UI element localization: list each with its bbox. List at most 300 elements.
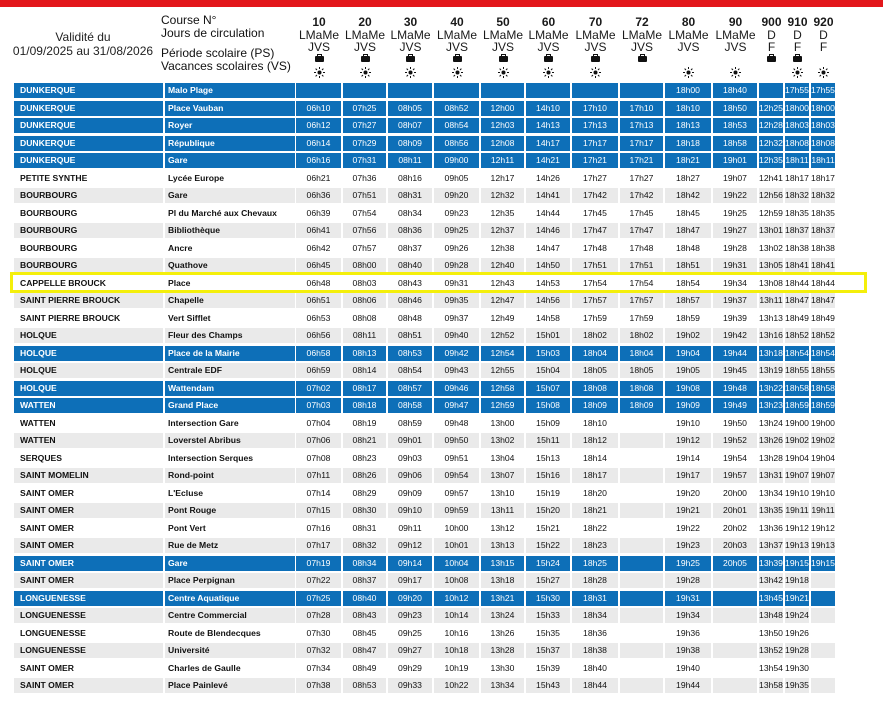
departure-time (811, 608, 835, 623)
departure-time (713, 591, 757, 606)
departure-time: 09h28 (434, 258, 479, 273)
course-header-50 (481, 16, 525, 80)
stop-name: Place (165, 276, 295, 291)
departure-time (620, 591, 663, 606)
departure-time: 08h51 (388, 328, 432, 343)
departure-time: 07h57 (343, 241, 386, 256)
stop-name: Centre Commercial (165, 608, 295, 623)
departure-time: 18h47 (811, 293, 835, 308)
departure-time: 07h27 (343, 118, 386, 133)
departure-time: 12h41 (759, 171, 783, 186)
departure-time: 15h27 (526, 573, 570, 588)
departure-time: 12h58 (481, 381, 524, 396)
departure-time: 19h10 (785, 486, 809, 501)
departure-time: 08h32 (343, 538, 386, 553)
departure-time: 18h37 (811, 223, 835, 238)
departure-time: 13h18 (759, 346, 783, 361)
course-days-suffix: JVS (307, 40, 330, 54)
course-number: 900 (761, 15, 782, 29)
stop-name: Place Painlevé (165, 678, 295, 693)
departure-time: 07h38 (296, 678, 341, 693)
departure-time: 18h13 (665, 118, 711, 133)
departure-time: 19h14 (665, 451, 711, 466)
departure-time: 08h08 (343, 311, 386, 326)
departure-time: 09h31 (434, 276, 479, 291)
city-name: LONGUENESSE (14, 626, 163, 641)
departure-time: 09h26 (434, 241, 479, 256)
departure-time: 18h52 (785, 328, 809, 343)
city-name: SAINT OMER (14, 486, 163, 501)
departure-time: 17h59 (620, 311, 663, 326)
departure-time: 15h21 (526, 521, 570, 536)
departure-time: 19h20 (665, 486, 711, 501)
departure-time: 08h52 (434, 101, 479, 116)
course-days-suffix: JVS (630, 40, 653, 54)
departure-time: 20h00 (713, 486, 757, 501)
departure-time: 17h55 (785, 83, 809, 98)
departure-time: 17h55 (811, 83, 835, 98)
departure-time: 18h02 (620, 328, 663, 343)
departure-time (620, 661, 663, 676)
departure-time (620, 521, 663, 536)
departure-time (620, 503, 663, 518)
departure-time: 18h11 (811, 153, 835, 168)
empty-icon-slot (759, 67, 784, 80)
departure-time: 18h10 (665, 101, 711, 116)
departure-time: 07h06 (296, 433, 341, 448)
departure-time: 18h58 (785, 381, 809, 396)
departure-time: 18h54 (665, 276, 711, 291)
departure-time: 18h10 (572, 416, 618, 431)
course-header-40 (434, 16, 480, 80)
departure-time: 09h47 (434, 398, 479, 413)
departure-time: 07h31 (343, 153, 386, 168)
departure-time: 13h00 (481, 416, 524, 431)
departure-time: 19h02 (785, 433, 809, 448)
school-bag-icon (620, 54, 664, 67)
stop-name: Gare (165, 153, 295, 168)
departure-time: 19h34 (713, 276, 757, 291)
departure-time: 19h05 (665, 363, 711, 378)
departure-time: 13h04 (481, 451, 524, 466)
departure-time: 07h51 (343, 188, 386, 203)
city-name: WATTEN (14, 416, 163, 431)
stop-name: Pont Vert (165, 521, 295, 536)
course-days-suffix: JVS (445, 40, 468, 54)
departure-time: 13h26 (481, 626, 524, 641)
departure-time: 18h17 (811, 171, 835, 186)
departure-time: 14h17 (526, 136, 570, 151)
departure-time: 18h34 (572, 608, 618, 623)
city-name: SAINT OMER (14, 661, 163, 676)
departure-time: 19h44 (665, 678, 711, 693)
departure-time: 17h59 (572, 311, 618, 326)
departure-time: 19h36 (665, 626, 711, 641)
departure-time: 17h17 (620, 136, 663, 151)
departure-time: 19h23 (665, 538, 711, 553)
departure-time: 19h54 (713, 451, 757, 466)
departure-time: 17h27 (620, 171, 663, 186)
departure-time (811, 626, 835, 641)
departure-time: 20h05 (713, 556, 757, 571)
departure-time: 20h03 (713, 538, 757, 553)
course-number: 40 (450, 15, 464, 29)
departure-time: 08h58 (388, 398, 432, 413)
departure-time: 08h36 (388, 223, 432, 238)
departure-time: 08h40 (343, 591, 386, 606)
departure-time: 07h08 (296, 451, 341, 466)
course-number: 30 (403, 15, 418, 29)
departure-time: 13h52 (759, 643, 783, 658)
stop-name: Lycée Europe (165, 171, 295, 186)
departure-time: 13h39 (759, 556, 783, 571)
school-bag-icon (343, 54, 387, 67)
departure-time: 17h45 (572, 206, 618, 221)
course-number: 90 (728, 15, 743, 29)
departure-time: 19h24 (785, 608, 809, 623)
departure-time: 19h30 (785, 661, 809, 676)
departure-time: 19h02 (665, 328, 711, 343)
school-bag-icon (572, 54, 619, 67)
stop-name: Pont Rouge (165, 503, 295, 518)
departure-time (434, 83, 479, 98)
departure-time: 09h14 (388, 556, 432, 571)
school-holidays-label: Vacances scolaires (VS) (161, 58, 291, 73)
departure-time: 18h02 (572, 328, 618, 343)
stop-name: Gare (165, 188, 295, 203)
city-name: HOLQUE (14, 363, 163, 378)
departure-time: 13h13 (481, 538, 524, 553)
sun-icon (434, 67, 480, 80)
departure-time: 15h39 (526, 661, 570, 676)
departure-time: 17h13 (620, 118, 663, 133)
departure-time: 19h11 (811, 503, 835, 518)
city-name: CAPPELLE BROUCK (14, 276, 163, 291)
departure-time: 09h12 (388, 538, 432, 553)
departure-time: 08h21 (343, 433, 386, 448)
departure-time: 18h12 (572, 433, 618, 448)
departure-time: 09h27 (388, 643, 432, 658)
city-name: SAINT MOMELIN (14, 468, 163, 483)
departure-time: 15h33 (526, 608, 570, 623)
departure-time: 07h36 (343, 171, 386, 186)
departure-time: 18h17 (572, 468, 618, 483)
departure-time: 17h54 (620, 276, 663, 291)
departure-time: 12h56 (759, 188, 783, 203)
departure-time: 15h43 (526, 678, 570, 693)
departure-time: 18h04 (572, 346, 618, 361)
departure-time: 18h28 (572, 573, 618, 588)
departure-time: 18h57 (665, 293, 711, 308)
departure-time: 19h12 (785, 521, 809, 536)
departure-time: 08h14 (343, 363, 386, 378)
departure-time: 07h04 (296, 416, 341, 431)
course-days: LMaMe (528, 27, 569, 42)
departure-time: 13h16 (759, 328, 783, 343)
stop-name: Centre Aquatique (165, 591, 295, 606)
departure-time (713, 608, 757, 623)
departure-time: 17h51 (620, 258, 663, 273)
departure-time: 18h44 (811, 276, 835, 291)
departure-time: 12h37 (481, 223, 524, 238)
departure-time: 18h31 (572, 591, 618, 606)
departure-time: 17h47 (572, 223, 618, 238)
departure-time: 18h55 (785, 363, 809, 378)
departure-time (620, 468, 663, 483)
departure-time: 18h09 (572, 398, 618, 413)
top-brand-bar (0, 0, 883, 7)
departure-time: 15h35 (526, 626, 570, 641)
departure-time: 19h02 (811, 433, 835, 448)
departure-time: 09h01 (388, 433, 432, 448)
departure-time (620, 678, 663, 693)
departure-time: 15h22 (526, 538, 570, 553)
stop-name: Grand Place (165, 398, 295, 413)
departure-time: 06h58 (296, 346, 341, 361)
stop-name: Rond-point (165, 468, 295, 483)
departure-time: 12h25 (759, 101, 783, 116)
departure-time: 08h31 (343, 521, 386, 536)
departure-time: 13h02 (481, 433, 524, 448)
departure-time: 18h51 (665, 258, 711, 273)
course-days: LMaMe (621, 27, 662, 42)
departure-time: 18h08 (620, 381, 663, 396)
departure-time: 12h17 (481, 171, 524, 186)
stop-name: Loverstel Abribus (165, 433, 295, 448)
departure-time (620, 573, 663, 588)
departure-time: 19h18 (785, 573, 809, 588)
departure-time: 17h48 (572, 241, 618, 256)
departure-time: 15h20 (526, 503, 570, 518)
departure-time: 14h50 (526, 258, 570, 273)
departure-time: 13h01 (759, 223, 783, 238)
departure-time: 18h20 (572, 486, 618, 501)
departure-time: 08h47 (343, 643, 386, 658)
header-labels (161, 14, 291, 72)
departure-time: 19h25 (665, 556, 711, 571)
departure-time: 17h42 (572, 188, 618, 203)
course-number: 20 (358, 15, 372, 29)
departure-time: 18h21 (572, 503, 618, 518)
departure-time: 13h24 (481, 608, 524, 623)
departure-time: 14h13 (526, 118, 570, 133)
city-name: SERQUES (14, 451, 163, 466)
departure-time: 08h34 (343, 556, 386, 571)
departure-time: 07h22 (296, 573, 341, 588)
departure-time: 09h35 (434, 293, 479, 308)
departure-time: 09h25 (388, 626, 432, 641)
departure-time: 18h38 (785, 241, 809, 256)
stop-name: Chapelle (165, 293, 295, 308)
departure-time: 18h32 (785, 188, 809, 203)
sun-icon (572, 67, 619, 80)
departure-time: 12h43 (481, 276, 524, 291)
departure-time (620, 451, 663, 466)
school-bag-icon (785, 54, 810, 67)
departure-time: 06h36 (296, 188, 341, 203)
departure-time: 12h35 (481, 206, 524, 221)
departure-time: 08h40 (388, 258, 432, 273)
stop-name: L'Ecluse (165, 486, 295, 501)
departure-time: 14h46 (526, 223, 570, 238)
departure-time: 19h28 (713, 241, 757, 256)
departure-time: 19h38 (665, 643, 711, 658)
departure-time: 15h37 (526, 643, 570, 658)
departure-time: 08h13 (343, 346, 386, 361)
departure-time: 19h12 (811, 521, 835, 536)
departure-time: 19h45 (713, 363, 757, 378)
empty-icon-slot (620, 67, 664, 80)
departure-time: 19h00 (811, 416, 835, 431)
departure-time: 09h03 (388, 451, 432, 466)
days-label: Jours de circulation (161, 25, 265, 40)
departure-time (572, 83, 618, 98)
departure-time: 09h20 (434, 188, 479, 203)
departure-time: 18h42 (665, 188, 711, 203)
departure-time: 10h22 (434, 678, 479, 693)
departure-time: 18h48 (665, 241, 711, 256)
departure-time: 08h19 (343, 416, 386, 431)
departure-time: 09h51 (434, 451, 479, 466)
departure-time: 08h23 (343, 451, 386, 466)
city-name: HOLQUE (14, 328, 163, 343)
stop-name: Pl du Marché aux Chevaux (165, 206, 295, 221)
departure-time (811, 678, 835, 693)
city-name: DUNKERQUE (14, 101, 163, 116)
sun-icon (343, 67, 387, 80)
departure-time: 08h06 (343, 293, 386, 308)
departure-time: 07h16 (296, 521, 341, 536)
departure-time: 19h39 (713, 311, 757, 326)
departure-time: 19h49 (713, 398, 757, 413)
departure-time (620, 433, 663, 448)
departure-time: 17h17 (572, 136, 618, 151)
departure-time: 19h04 (811, 451, 835, 466)
departure-time: 19h42 (713, 328, 757, 343)
course-days: LMaMe (344, 27, 385, 42)
departure-time: 19h34 (665, 608, 711, 623)
city-name: SAINT PIERRE BROUCK (14, 293, 163, 308)
departure-time: 09h43 (434, 363, 479, 378)
departure-time: 06h14 (296, 136, 341, 151)
departure-time: 19h15 (811, 556, 835, 571)
departure-time: 06h42 (296, 241, 341, 256)
stop-name: Place Vauban (165, 101, 295, 116)
departure-time: 18h05 (620, 363, 663, 378)
departure-time: 18h50 (713, 101, 757, 116)
departure-time: 19h17 (665, 468, 711, 483)
departure-time: 18h00 (665, 83, 711, 98)
empty-icon-slot (811, 54, 836, 67)
departure-time: 12h59 (759, 206, 783, 221)
stop-name: Intersection Gare (165, 416, 295, 431)
departure-time (620, 538, 663, 553)
departure-time: 18h08 (811, 136, 835, 151)
departure-time: 13h48 (759, 608, 783, 623)
departure-time: 15h04 (526, 363, 570, 378)
city-name: SAINT OMER (14, 678, 163, 693)
departure-time: 06h12 (296, 118, 341, 133)
departure-time: 07h14 (296, 486, 341, 501)
sun-icon (785, 67, 810, 80)
departure-time (759, 83, 783, 98)
departure-time: 12h35 (759, 153, 783, 168)
departure-time: 15h19 (526, 486, 570, 501)
departure-time: 13h10 (481, 486, 524, 501)
departure-time: 13h11 (759, 293, 783, 308)
stop-name: Place Perpignan (165, 573, 295, 588)
departure-time: 17h10 (620, 101, 663, 116)
stop-name: Charles de Gaulle (165, 661, 295, 676)
departure-time: 12h38 (481, 241, 524, 256)
departure-time: 10h00 (434, 521, 479, 536)
departure-time: 19h11 (785, 503, 809, 518)
departure-time: 13h37 (759, 538, 783, 553)
departure-time: 19h01 (713, 153, 757, 168)
departure-time: 12h54 (481, 346, 524, 361)
departure-time (811, 643, 835, 658)
course-days-suffix: JVS (724, 40, 747, 54)
course-days-suffix: F (767, 40, 776, 54)
departure-time: 18h44 (785, 276, 809, 291)
city-name: BOURBOURG (14, 188, 163, 203)
departure-time: 08h09 (388, 136, 432, 151)
departure-time: 18h25 (572, 556, 618, 571)
departure-time: 18h36 (572, 626, 618, 641)
sun-icon (296, 67, 342, 80)
departure-time: 09h40 (434, 328, 479, 343)
departure-time: 18h08 (785, 136, 809, 151)
course-days: LMaMe (715, 27, 756, 42)
departure-time (713, 626, 757, 641)
departure-time (620, 486, 663, 501)
departure-time: 19h10 (811, 486, 835, 501)
stop-name: Malo Plage (165, 83, 295, 98)
city-name: SAINT OMER (14, 503, 163, 518)
course-days-suffix: F (819, 40, 828, 54)
departure-time: 18h55 (811, 363, 835, 378)
departure-time (620, 608, 663, 623)
departure-time: 18h09 (620, 398, 663, 413)
departure-time: 17h21 (572, 153, 618, 168)
departure-time: 18h52 (811, 328, 835, 343)
departure-time: 18h40 (713, 83, 757, 98)
sun-icon (388, 67, 433, 80)
departure-time: 18h49 (785, 311, 809, 326)
city-name: SAINT OMER (14, 521, 163, 536)
departure-time: 07h29 (343, 136, 386, 151)
departure-time: 18h21 (665, 153, 711, 168)
course-number-label: Course N° (161, 13, 217, 27)
departure-time: 13h58 (759, 678, 783, 693)
stop-name: Centrale EDF (165, 363, 295, 378)
departure-time (481, 83, 524, 98)
departure-time: 13h26 (759, 433, 783, 448)
departure-time: 07h30 (296, 626, 341, 641)
departure-time: 18h00 (811, 101, 835, 116)
departure-time: 18h18 (665, 136, 711, 151)
course-days-suffix: JVS (399, 40, 422, 54)
departure-time: 08h30 (343, 503, 386, 518)
departure-time: 09h00 (434, 153, 479, 168)
stop-name: Wattendam (165, 381, 295, 396)
departure-time: 19h28 (665, 573, 711, 588)
departure-time: 07h19 (296, 556, 341, 571)
departure-time: 18h00 (785, 101, 809, 116)
course-header-30 (388, 16, 433, 80)
validity-label: Validité du (55, 30, 111, 44)
school-bag-icon (526, 54, 571, 67)
